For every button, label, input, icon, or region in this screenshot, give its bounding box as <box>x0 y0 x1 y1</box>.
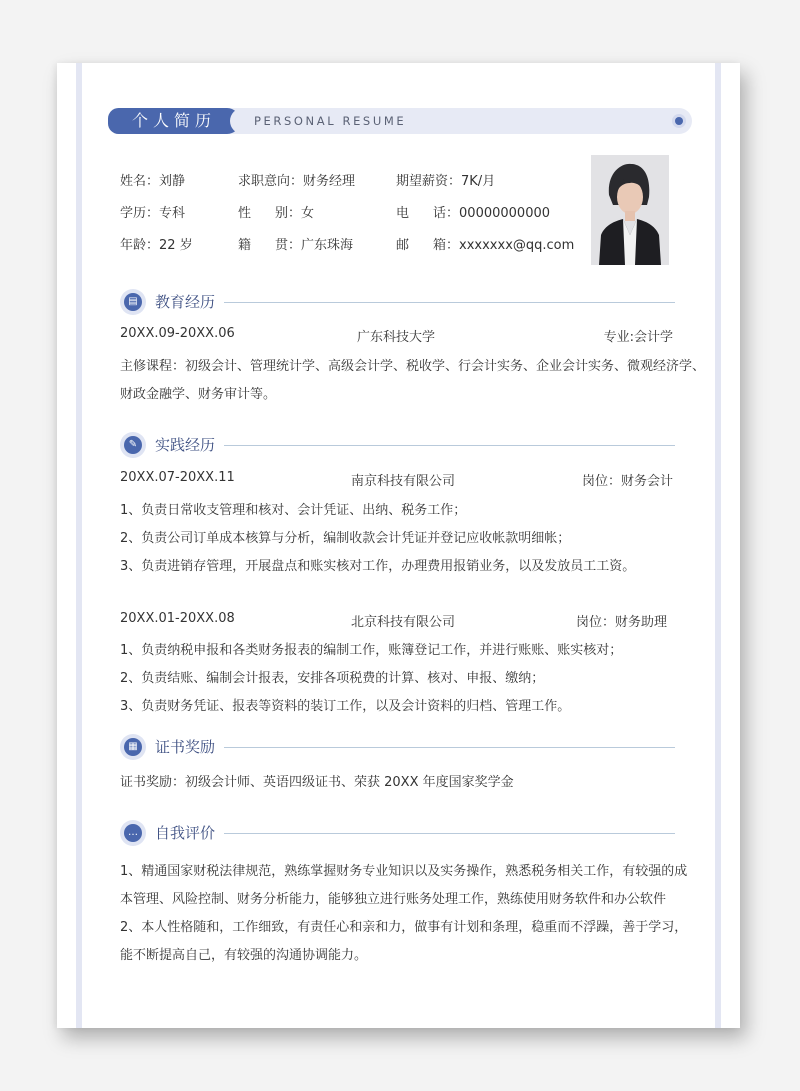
job-2-duty-3: 3、负责财务凭证、报表等资料的装订工作，以及会计资料的归档、管理工作。 <box>120 699 571 714</box>
section-divider <box>224 445 675 446</box>
portrait-photo <box>591 155 669 265</box>
section-divider <box>224 747 675 748</box>
gender-value: 女 <box>301 206 315 221</box>
awards-text: 证书奖励：初级会计师、英语四级证书、荣获 20XX 年度国家奖学金 <box>120 775 514 790</box>
job-1-duty-3: 3、负责进销存管理，开展盘点和账实核对工作，办理费用报销业务，以及发放员工工资。 <box>120 559 636 574</box>
self-eval-line-4: 能不断提高自己，有较强的沟通协调能力。 <box>120 948 368 963</box>
document-icon: ▤ <box>120 289 146 315</box>
name-value: 刘静 <box>159 174 186 189</box>
self-eval-section-header <box>120 820 675 846</box>
education-level-field: 学历：专科 <box>120 206 186 221</box>
education-courses-line-2: 财政金融学、财务审计等。 <box>120 387 277 402</box>
job-2-position: 岗位：财务助理 <box>575 615 667 630</box>
resume-header <box>108 108 692 134</box>
email-field: 邮 箱：xxxxxxx@qq.com <box>396 238 575 253</box>
header-dot-icon <box>672 114 686 128</box>
awards-title: 证书奖励 <box>155 738 216 756</box>
hometown-field: 籍 贯：广东珠海 <box>238 238 354 253</box>
salary-value: 7K/月 <box>461 174 496 189</box>
certificate-icon: ▦ <box>120 734 146 760</box>
right-decorative-stripe <box>715 63 721 1028</box>
job-2-company: 北京科技有限公司 <box>351 615 456 630</box>
education-title: 教育经历 <box>155 293 216 311</box>
education-level-value: 专科 <box>159 206 186 221</box>
chat-bubble-icon: … <box>120 820 146 846</box>
age-value: 22 岁 <box>159 238 193 253</box>
self-eval-line-3: 2、本人性格随和，工作细致，有责任心和亲和力，做事有计划和条理，稳重而不浮躁，善于学习， <box>120 920 688 935</box>
phone-field: 电 话：00000000000 <box>396 206 551 221</box>
salary-field: 期望薪资：7K/月 <box>396 174 496 189</box>
resume-sheet <box>57 63 740 1028</box>
job-1-period: 20XX.07-20XX.11 <box>120 470 235 485</box>
job-1-position: 岗位：财务会计 <box>581 474 673 489</box>
education-period: 20XX.09-20XX.06 <box>120 326 235 341</box>
self-eval-line-1: 1、精通国家财税法律规范，熟练掌握财务专业知识以及实务操作，熟悉税务相关工作，有较强的成 <box>120 864 688 879</box>
education-courses-line-1: 主修课程：初级会计、管理统计学、高级会计学、税收学、行会计实务、企业会计实务、微观经济学、 <box>120 359 706 374</box>
job-1-duty-2: 2、负责公司订单成本核算与分析，编制收款会计凭证并登记应收帐款明细帐； <box>120 531 571 546</box>
self-eval-title: 自我评价 <box>155 824 216 842</box>
job-2-duty-1: 1、负责纳税申报和各类财务报表的编制工作，账簿登记工作，并进行账账、账实核对； <box>120 643 623 658</box>
objective-value: 财务经理 <box>303 174 356 189</box>
phone-value: 00000000000 <box>459 206 551 221</box>
job-2-duty-2: 2、负责结账、编制会计报表，安排各项税费的计算、核对、申报、缴纳； <box>120 671 545 686</box>
education-major: 专业:会计学 <box>603 330 673 345</box>
objective-field: 求职意向：财务经理 <box>238 174 356 189</box>
age-field: 年龄：22 岁 <box>120 238 193 253</box>
experience-title: 实践经历 <box>155 436 216 454</box>
hometown-value: 广东珠海 <box>301 238 354 253</box>
resume-subtitle: PERSONAL RESUME <box>254 114 407 128</box>
experience-section-header <box>120 432 675 458</box>
self-eval-line-2: 本管理、风险控制、财务分析能力，能够独立进行账务处理工作，熟练使用财务软件和办公软件 <box>120 892 667 907</box>
name-field: 姓名：刘静 <box>120 174 186 189</box>
portrait-illustration <box>591 155 669 265</box>
section-divider <box>224 833 675 834</box>
email-value: xxxxxxx@qq.com <box>459 238 575 253</box>
job-1-company: 南京科技有限公司 <box>351 474 456 489</box>
edit-icon: ✎ <box>120 432 146 458</box>
left-decorative-stripe <box>76 63 82 1028</box>
education-school: 广东科技大学 <box>357 330 436 345</box>
gender-field: 性 别：女 <box>238 206 315 221</box>
job-2-period: 20XX.01-20XX.08 <box>120 611 235 626</box>
education-section-header <box>120 289 675 315</box>
awards-section-header <box>120 734 675 760</box>
resume-title: 个人简历 <box>108 108 240 134</box>
job-1-duty-1: 1、负责日常收支管理和核对、会计凭证、出纳、税务工作； <box>120 503 467 518</box>
section-divider <box>224 302 675 303</box>
